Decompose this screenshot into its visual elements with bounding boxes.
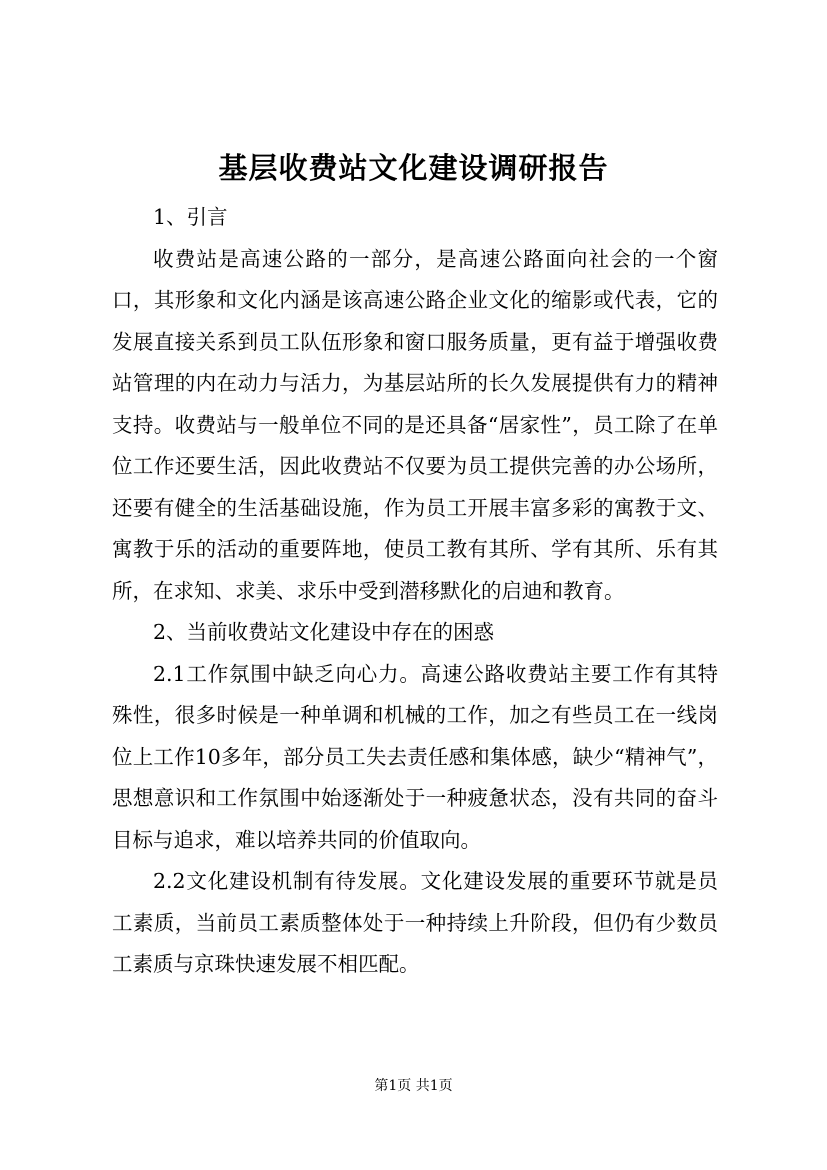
paragraph-2-2: 2.2文化建设机制有待发展。文化建设发展的重要环节就是员工素质，当前员工素质整体处于一种持续上升阶段，但仍有少数员工素质与京珠快速发展不相匹配。	[112, 869, 718, 976]
page-footer: 第1页 共1页	[374, 1078, 453, 1094]
document-body	[112, 197, 718, 986]
paragraph-2-1: 2.1工作氛围中缺乏向心力。高速公路收费站主要工作有其特殊性，很多时候是一种单调和机械的工作，加之有些员工在一线岗位上工作10多年，部分员工失去责任感和集体感，缺少“精神气”，思想意识和工作氛围中始逐渐处于一种疲惫状态，没有共同的奋斗目标与追求，难以培养共同的价值取向。	[112, 661, 718, 852]
section-heading-intro: 1、引言	[153, 205, 228, 229]
section-heading-problems: 2、当前收费站文化建设中存在的困惑	[153, 620, 495, 644]
document-title: 基层收费站文化建设调研报告	[218, 151, 609, 185]
paragraph-intro: 收费站是高速公路的一部分，是高速公路面向社会的一个窗口，其形象和文化内涵是该高速公路企业文化的缩影或代表，它的发展直接关系到员工队伍形象和窗口服务质量，更有益于增强收费站管理的内在动力与活力，为基层站所的长久发展提供有力的精神支持。收费站与一般单位不同的是还具备“居家性”，员工除了在单位工作还要生活，因此收费站不仅要为员工提供完善的办公场所，还要有健全的生活基础设施，作为员工开展丰富多彩的寓教于文、寓教于乐的活动的重要阵地，使员工教有其所、学有其所、乐有其所，在求知、求美、求乐中受到潜移默化的启迪和教育。	[112, 246, 718, 603]
